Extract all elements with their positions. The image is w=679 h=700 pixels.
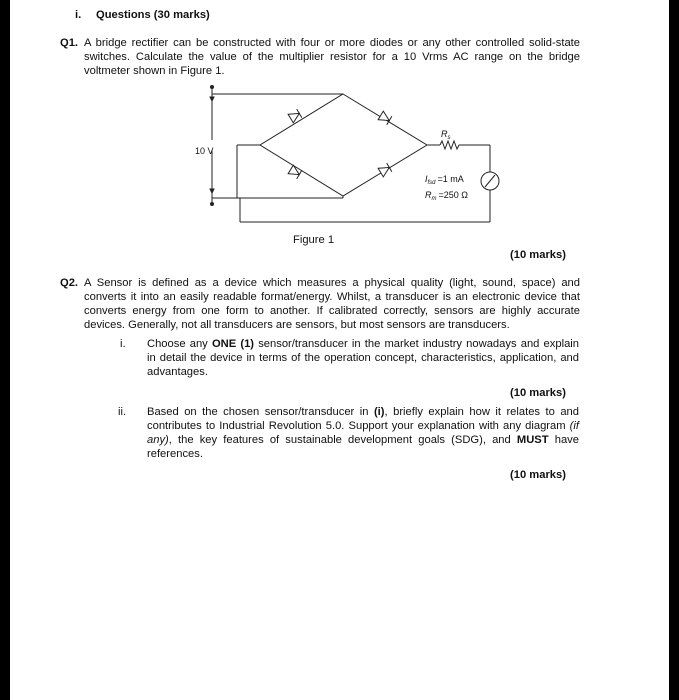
q2-part-i-marks: (10 marks) [510,387,566,399]
bridge-circuit-diagram [195,82,520,232]
q2-part-ii-text: Based on the chosen sensor/transducer in (i), briefly explain how it relates to and contributes to Industrial Revolution 5.0. Support your explanation with any diagram (if any), the key features of sustainable development goals (SDG), and MUST have references. [147,406,579,460]
diamond-bridge [260,94,427,196]
terminal-dot-bottom [210,202,214,206]
terminal-dot-top [210,85,214,89]
q2-text: A Sensor is defined as a device which measures a physical quality (light, sound, space) and converts it into an easily readable format/energy. Whilst, a transducer is an electronic device that converts energy from one form to another. If calibrated correctly, sensors are highly accurate devices. Generally, not all transducers are sensors, but most sensors are transducers. [84,277,580,331]
rs-label: $R_s$ [441,129,451,141]
q1-number: Q1. [60,37,79,49]
ifsd-label: $I_{fsd} =1$ mA [425,174,464,186]
q2-part-ii-marks: (10 marks) [510,469,566,481]
section-number: i. [75,9,82,21]
section-title: Questions (30 marks) [96,9,210,21]
q2-part-ii-number: ii. [118,406,127,418]
q1-text: A bridge rectifier can be constructed with four or more diodes or any other controlled solid-state switches. Calculate the value of the multiplier resistor for a 10 Vrms AC range on the bridge voltmeter shown in Figure 1. [84,37,580,77]
diode-bottom-right-icon [378,163,392,177]
resistor-rs [440,141,459,149]
diodes [288,109,392,179]
q2-part-i-text: Choose any ONE (1) sensor/transducer in the market industry nowadays and explain in detail the device in terms of the operation concept, characteristics, application, and advantages. [147,338,580,378]
arrow-up-icon [210,97,214,101]
q1-marks: (10 marks) [510,249,566,261]
source-label: 10 V [195,146,214,156]
document-page [10,0,669,700]
meter-needle [485,175,495,187]
figure-caption: Figure 1 [293,234,335,246]
diode-bottom-left-icon [288,165,302,179]
q2-part-i-number: i. [120,338,126,350]
arrow-down-icon [210,189,214,193]
rm-label: $R_m =250$ Ω [425,190,469,202]
q2-number: Q2. [60,277,79,289]
